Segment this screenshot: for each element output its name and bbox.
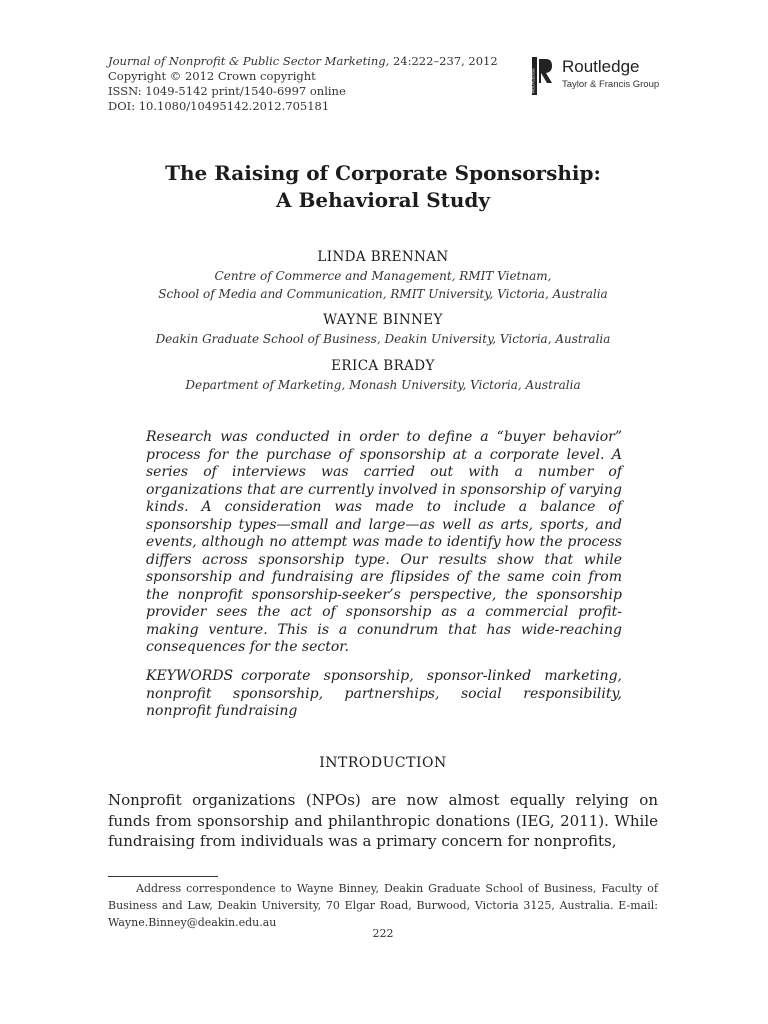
journal-name: Journal of Nonprofit & Public Sector Marketing, — [108, 54, 390, 68]
keywords-label: KEYWORDS — [146, 668, 234, 684]
publisher-name: Routledge — [562, 57, 640, 76]
copyright-line: Copyright © 2012 Crown copyright — [108, 69, 316, 83]
author-erica-brady — [100, 356, 666, 394]
logo-vertical-text: ROUTLEDGE — [530, 68, 536, 93]
author-affiliation: Centre of Commerce and Management, RMIT Vietnam, — [214, 269, 552, 283]
section-heading-introduction: INTRODUCTION — [319, 755, 447, 771]
footnote-divider — [108, 876, 218, 877]
author-affiliation: Deakin Graduate School of Business, Deakin University, Victoria, Australia — [155, 332, 611, 346]
author-affiliation: Department of Marketing, Monash University, Victoria, Australia — [185, 378, 581, 392]
author-wayne-binney — [100, 310, 666, 348]
article-title — [100, 160, 666, 214]
journal-citation-block — [108, 54, 528, 114]
journal-name-line — [108, 54, 528, 69]
publisher-group: Taylor & Francis Group — [562, 79, 660, 90]
abstract: Research was conducted in order to define a “buyer behavior” process for the purchase of sponsorship at a corporate level. A series of interviews was carried out with a number of organizations that are currently involved in sponsorship of varying kinds. A consideration was made to include a balance of sponsorship types—small and large—as well as arts, sports, and events, although no attempt was made to identify how the process differs across sponsorship type. Our results show that while sponsorship and fundraising are flipsides of the same coin from the nonprofit sponsorship-seeker’s perspective, the sponsorship provider sees the act of sponsorship as a commercial profit-making venture. This is a conundrum that has wide-reaching consequences for the sector. — [146, 429, 622, 655]
author-name: ERICA BRADY — [331, 358, 435, 374]
doi-line: DOI: 10.1080/10495142.2012.705181 — [108, 99, 330, 113]
author-linda-brennan — [100, 247, 666, 303]
author-affiliation: School of Media and Communication, RMIT University, Victoria, Australia — [158, 287, 608, 301]
publisher-logo — [530, 57, 670, 97]
issn-line: ISSN: 1049-5142 print/1540-6997 online — [108, 84, 346, 98]
keywords-block — [146, 668, 622, 721]
author-name: LINDA BRENNAN — [317, 249, 449, 265]
author-name: WAYNE BINNEY — [323, 312, 443, 328]
correspondence-footnote: Address correspondence to Wayne Binney, Deakin Graduate School of Business, Faculty of Business and Law, Deakin University, 70 Elgar Road, Burwood, Victoria 3125, Australia. E-mail: Wayne.Binney@deakin.edu.au — [108, 882, 658, 929]
title-line-2: A Behavioral Study — [275, 188, 491, 212]
title-line-1: The Raising of Corporate Sponsorship: — [165, 161, 601, 185]
journal-volume-pages: 24:222–237, 2012 — [389, 54, 498, 68]
keywords-text: corporate sponsorship, sponsor-linked marketing, nonprofit sponsorship, partnerships, social responsibility, nonprofit fundraising — [146, 668, 622, 719]
introduction-paragraph: Nonprofit organizations (NPOs) are now almost equally relying on funds from sponsorship and philanthropic donations (IEG, 2011). While fundraising from individuals was a primary concern for nonprofits, — [108, 791, 658, 850]
page-number: 222 — [372, 927, 394, 940]
routledge-r-logo-icon — [530, 57, 554, 95]
